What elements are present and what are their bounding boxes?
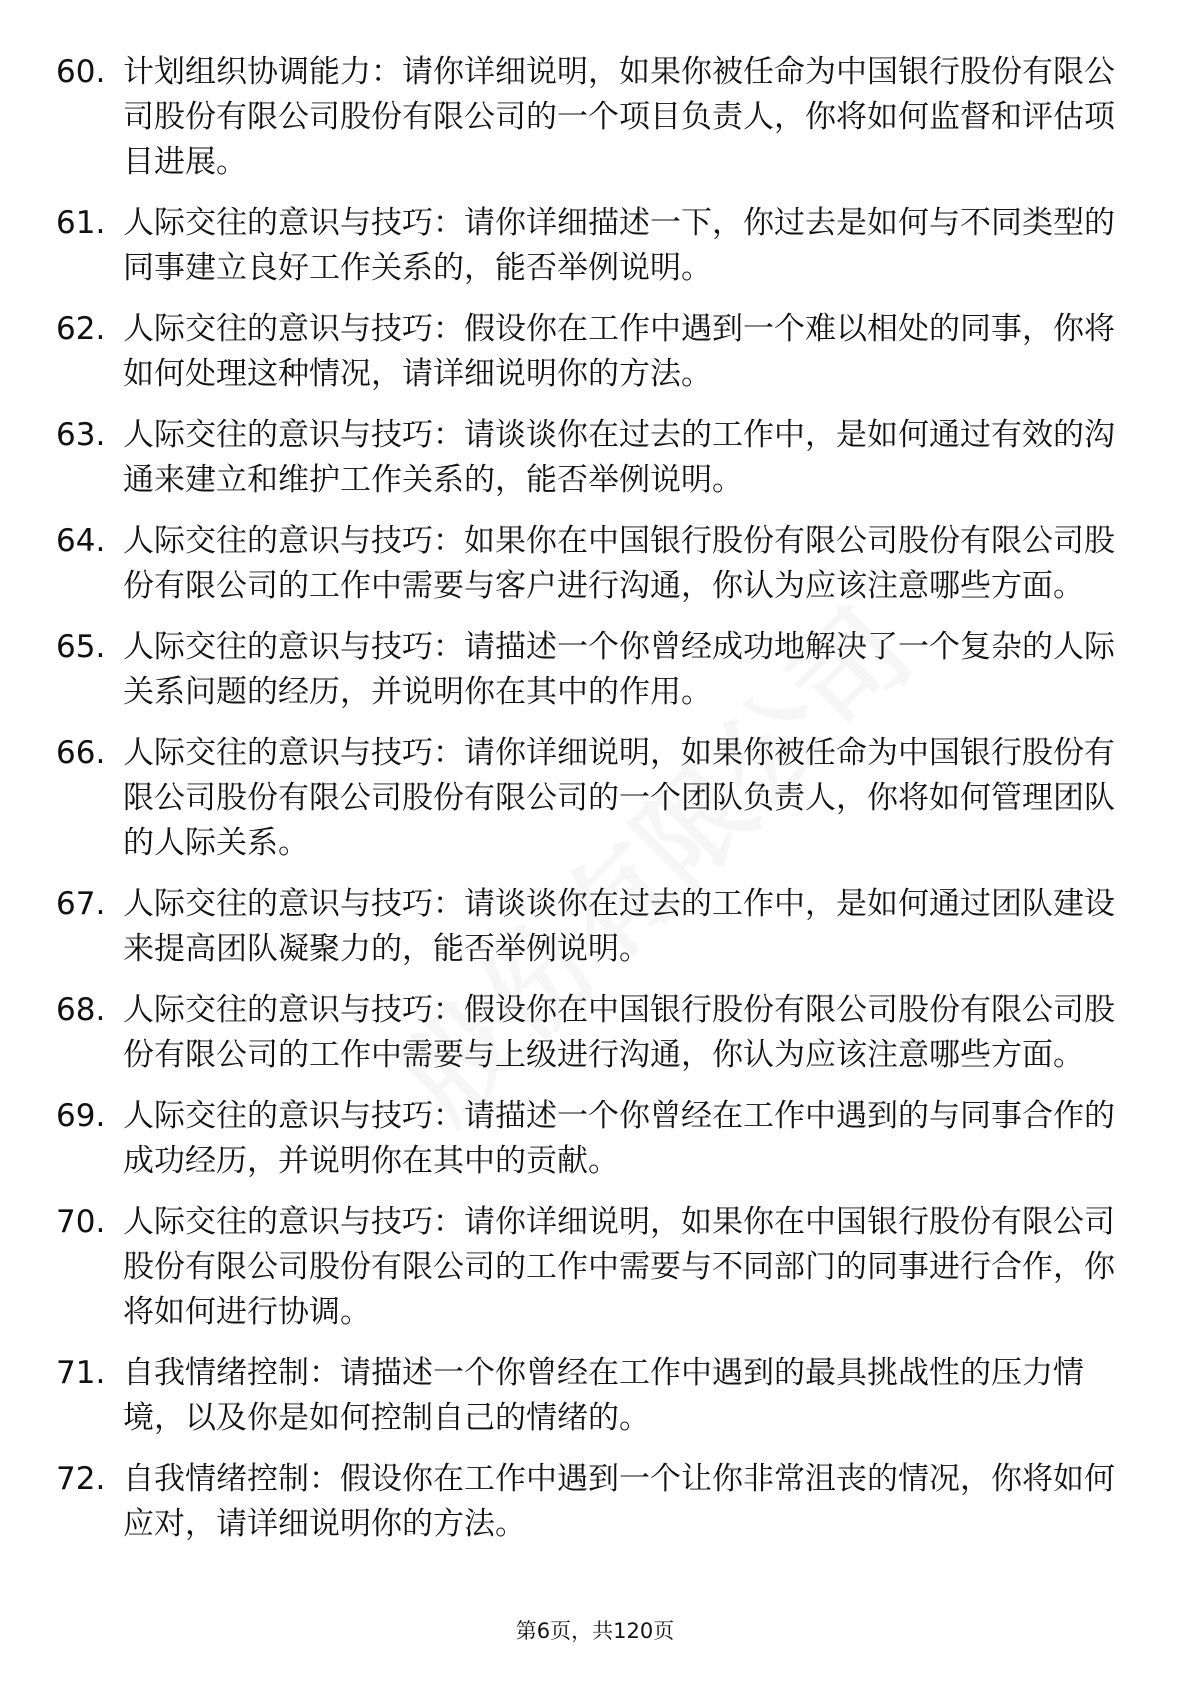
question-item	[56, 988, 1116, 1078]
question-item	[56, 1457, 1116, 1547]
question-item	[56, 307, 1116, 397]
question-number: 69.	[56, 1098, 106, 1134]
question-text: 人际交往的意识与技巧：假设你在中国银行股份有限公司股份有限公司股份有限公司的工作中需要与上级进行沟通，你认为应该注意哪些方面。	[123, 992, 1115, 1073]
page-footer: 第6页，共120页	[515, 1619, 675, 1643]
question-text: 人际交往的意识与技巧：如果你在中国银行股份有限公司股份有限公司股份有限公司的工作中需要与客户进行沟通，你认为应该注意哪些方面。	[123, 523, 1115, 604]
question-item	[56, 50, 1116, 185]
question-number: 67.	[56, 886, 106, 922]
question-number: 63.	[56, 417, 106, 453]
question-text: 人际交往的意识与技巧：假设你在工作中遇到一个难以相处的同事，你将如何处理这种情况，请详细说明你的方法。	[123, 311, 1115, 392]
question-item	[56, 882, 1116, 972]
question-text: 人际交往的意识与技巧：请谈谈你在过去的工作中，是如何通过团队建设来提高团队凝聚力的，能否举例说明。	[123, 886, 1115, 967]
question-number: 60.	[56, 54, 106, 90]
question-text: 人际交往的意识与技巧：请你详细说明，如果你被任命为中国银行股份有限公司股份有限公司股份有限公司的一个团队负责人，你将如何管理团队的人际关系。	[123, 735, 1115, 861]
question-text: 人际交往的意识与技巧：请描述一个你曾经在工作中遇到的与同事合作的成功经历，并说明你在其中的贡献。	[123, 1098, 1115, 1179]
question-item	[56, 1200, 1116, 1335]
question-number: 71.	[56, 1355, 106, 1391]
question-number: 66.	[56, 735, 106, 771]
question-number: 64.	[56, 523, 106, 559]
question-text: 自我情绪控制：假设你在工作中遇到一个让你非常沮丧的情况，你将如何应对，请详细说明你的方法。	[123, 1461, 1115, 1542]
question-item	[56, 731, 1116, 866]
question-number: 72.	[56, 1461, 106, 1497]
question-item	[56, 1094, 1116, 1184]
question-text: 人际交往的意识与技巧：请谈谈你在过去的工作中，是如何通过有效的沟通来建立和维护工作关系的，能否举例说明。	[123, 417, 1115, 498]
question-number: 70.	[56, 1204, 106, 1240]
question-item	[56, 625, 1116, 715]
question-text: 人际交往的意识与技巧：请你详细说明，如果你在中国银行股份有限公司股份有限公司股份有限公司的工作中需要与不同部门的同事进行合作，你将如何进行协调。	[123, 1204, 1115, 1330]
question-text: 人际交往的意识与技巧：请你详细描述一下，你过去是如何与不同类型的同事建立良好工作关系的，能否举例说明。	[123, 205, 1115, 286]
question-text: 自我情绪控制：请描述一个你曾经在工作中遇到的最具挑战性的压力情境，以及你是如何控制自己的情绪的。	[123, 1355, 1084, 1436]
question-number: 61.	[56, 205, 106, 241]
question-item	[56, 1351, 1116, 1441]
question-item	[56, 519, 1116, 609]
question-text: 人际交往的意识与技巧：请描述一个你曾经成功地解决了一个复杂的人际关系问题的经历，并说明你在其中的作用。	[123, 629, 1115, 710]
question-number: 68.	[56, 992, 106, 1028]
question-item	[56, 201, 1116, 291]
question-list	[56, 50, 1116, 1563]
question-number: 65.	[56, 629, 106, 665]
question-text: 计划组织协调能力：请你详细说明，如果你被任命为中国银行股份有限公司股份有限公司股份有限公司的一个项目负责人，你将如何监督和评估项目进展。	[123, 54, 1115, 180]
question-item	[56, 413, 1116, 503]
question-number: 62.	[56, 311, 106, 347]
